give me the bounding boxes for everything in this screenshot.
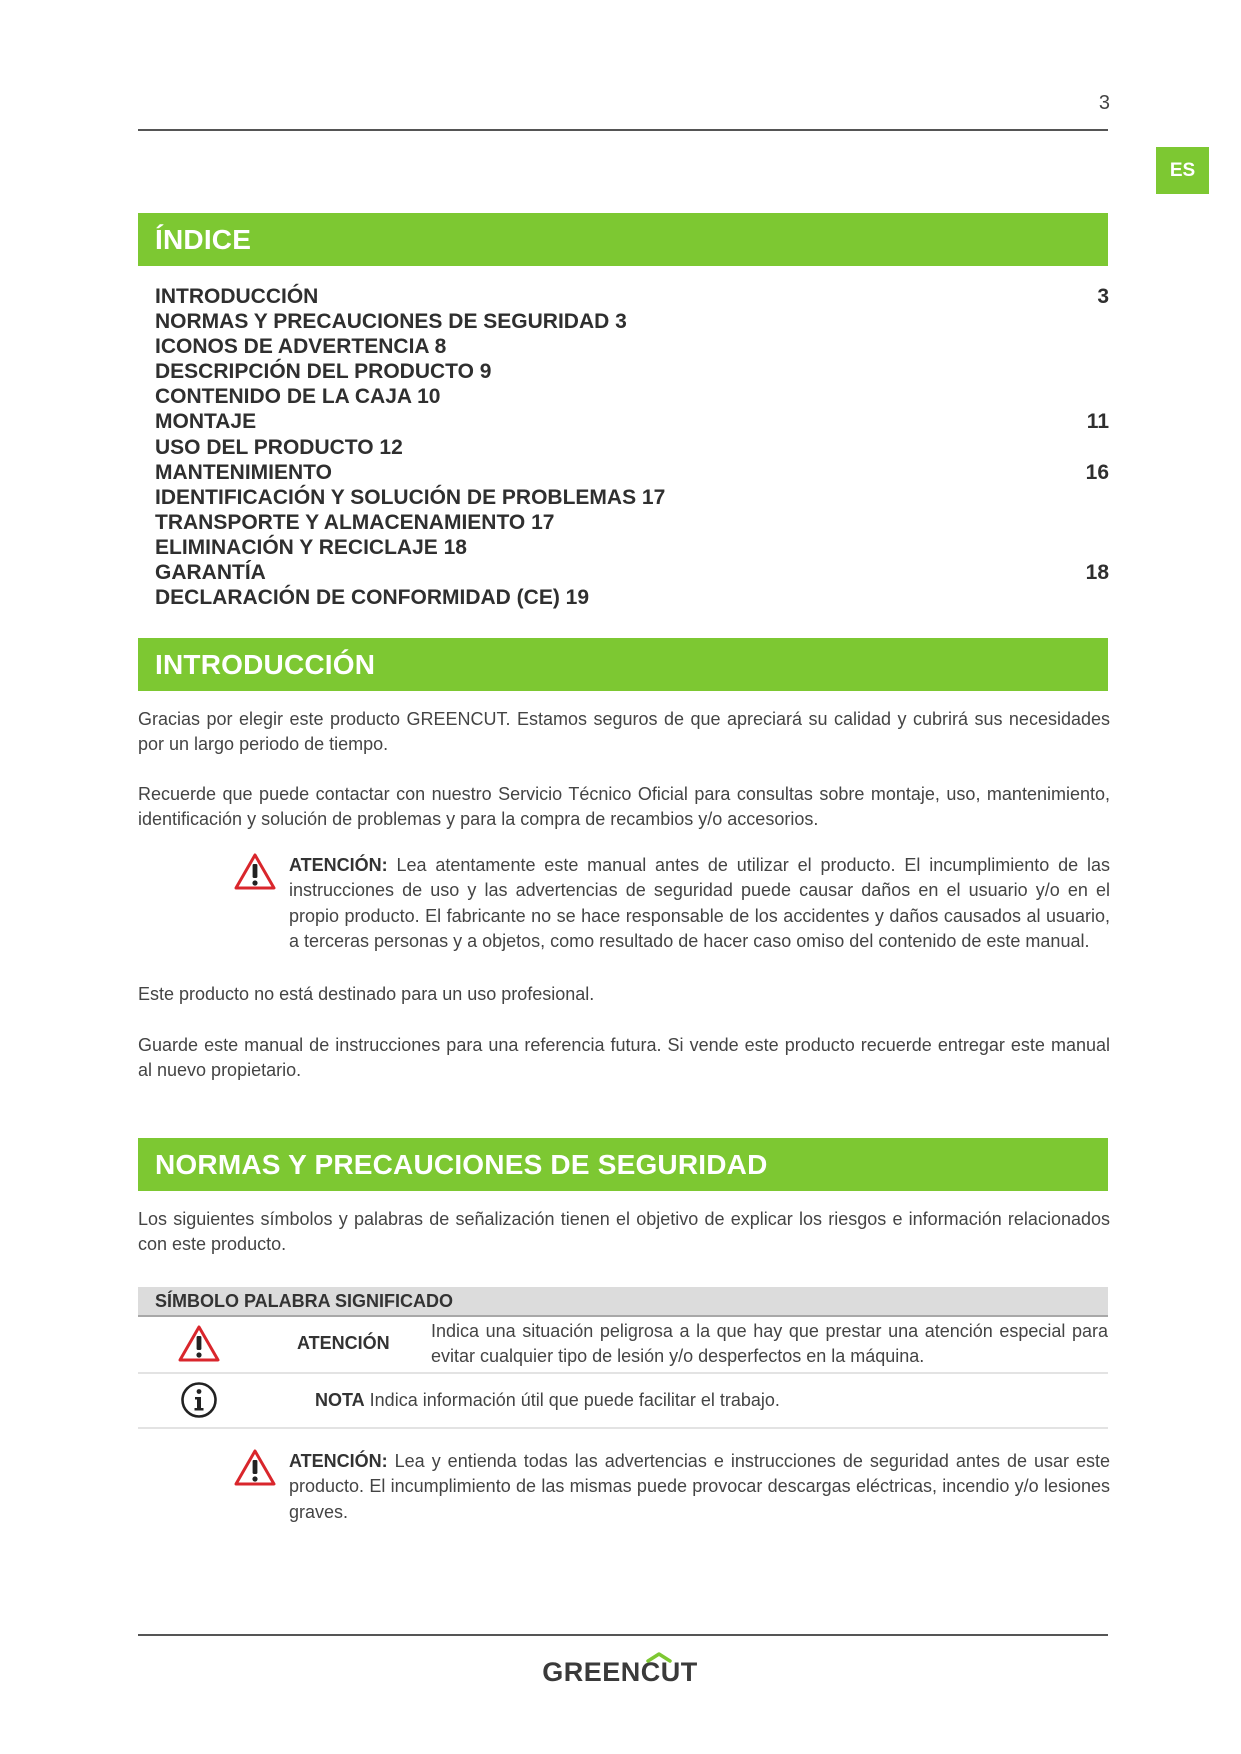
language-tab: ES <box>1156 147 1209 194</box>
toc-entry[interactable] <box>155 560 1109 585</box>
toc-entry-page: 3 <box>1097 285 1109 308</box>
toc-entry-label: IDENTIFICACIÓN Y SOLUCIÓN DE PROBLEMAS 17 <box>155 485 666 509</box>
intro-warning-text <box>289 853 1110 954</box>
toc-entry[interactable] <box>155 334 1109 359</box>
toc-entry[interactable] <box>155 359 1109 384</box>
toc-entry[interactable] <box>155 535 1109 560</box>
table-row <box>138 1317 1108 1374</box>
toc-entry-label: GARANTÍA <box>155 561 266 585</box>
symbol-word: NOTA <box>315 1390 365 1410</box>
indice-section-title: ÍNDICE <box>138 213 1108 266</box>
toc-entry[interactable] <box>155 409 1109 434</box>
toc-entry-label: ELIMINACIÓN Y RECICLAJE 18 <box>155 535 467 559</box>
toc-entry-label: USO DEL PRODUCTO 12 <box>155 435 403 459</box>
toc-entry[interactable] <box>155 435 1109 460</box>
intro-warning-callout <box>234 853 1110 958</box>
toc-entry-page: 18 <box>1085 561 1109 585</box>
symbol-table-header: SÍMBOLO PALABRA SIGNIFICADO <box>138 1287 1108 1317</box>
warning-label: ATENCIÓN: <box>289 1451 388 1471</box>
toc-entry-label: MONTAJE <box>155 410 257 434</box>
toc-entry-label: DECLARACIÓN DE CONFORMIDAD (CE) 19 <box>155 586 590 610</box>
warning-triangle-icon <box>178 1325 220 1363</box>
intro-paragraph-1: Gracias por elegir este producto GREENCUT. Estamos seguros de que apreciará su calidad y cubrirá sus necesidades por un largo periodo de tiempo. <box>138 709 1110 754</box>
brand-logo-text: GREENCUT <box>542 1657 698 1687</box>
symbol-note-row <box>315 1388 1108 1413</box>
intro-paragraph-3: Este producto no está destinado para un uso profesional. <box>138 984 595 1004</box>
top-divider <box>138 129 1108 131</box>
table-row <box>138 1374 1108 1429</box>
symbol-table <box>138 1287 1108 1429</box>
toc-entry[interactable] <box>155 284 1109 309</box>
toc-entry[interactable] <box>155 384 1109 409</box>
toc-entry-page: 16 <box>1085 460 1109 484</box>
introduccion-section-title: INTRODUCCIÓN <box>138 638 1108 691</box>
normas-warning-text <box>289 1449 1110 1525</box>
warning-body: Lea y entienda todas las advertencias e instrucciones de seguridad antes de usar este producto. El incumplimiento de las mismas puede provocar descargas eléctricas, incendio y/o lesiones graves. <box>289 1451 1110 1522</box>
warning-label: ATENCIÓN: <box>289 855 388 875</box>
intro-paragraph-2: Recuerde que puede contactar con nuestro Servicio Técnico Oficial para consultas sobre montaje, uso, mantenimiento, identificación y solución de problemas y para la compra de recambios y/o accesorios. <box>138 784 1110 829</box>
table-of-contents <box>155 284 1109 610</box>
intro-paragraph-4: Guarde este manual de instrucciones para una referencia futura. Si vende este producto recuerde entregar este manual al nuevo propietario. <box>138 1035 1110 1080</box>
toc-entry-label: DESCRIPCIÓN DEL PRODUCTO 9 <box>155 360 492 384</box>
info-circle-icon <box>180 1381 218 1419</box>
bottom-divider <box>138 1634 1108 1636</box>
toc-entry[interactable] <box>155 585 1109 610</box>
symbol-meaning: Indica una situación peligrosa a la que hay que prestar una atención especial para evitar cualquier tipo de lesión y/o desperfectos en la máquina. <box>431 1321 1108 1366</box>
toc-entry-label: NORMAS Y PRECAUCIONES DE SEGURIDAD 3 <box>155 310 627 334</box>
toc-entry-label: INTRODUCCIÓN <box>155 285 319 308</box>
toc-entry[interactable] <box>155 485 1109 510</box>
normas-section-title: NORMAS Y PRECAUCIONES DE SEGURIDAD <box>138 1138 1108 1191</box>
toc-entry[interactable] <box>155 309 1109 334</box>
toc-entry[interactable] <box>155 510 1109 535</box>
warning-triangle-icon <box>234 853 276 891</box>
toc-entry-label: CONTENIDO DE LA CAJA 10 <box>155 385 441 409</box>
toc-entry-label: MANTENIMIENTO <box>155 460 332 484</box>
symbol-word: ATENCIÓN <box>297 1333 390 1353</box>
warning-triangle-icon <box>234 1449 276 1487</box>
normas-intro: Los siguientes símbolos y palabras de señalización tienen el objetivo de explicar los riesgos e información relacionados con este producto. <box>138 1209 1110 1254</box>
greencut-logo <box>520 1652 720 1692</box>
toc-entry-label: TRANSPORTE Y ALMACENAMIENTO 17 <box>155 510 555 534</box>
symbol-meaning: Indica información útil que puede facilitar el trabajo. <box>364 1390 780 1410</box>
toc-entry-label: ICONOS DE ADVERTENCIA 8 <box>155 335 447 359</box>
normas-warning-callout <box>234 1449 1110 1529</box>
toc-entry[interactable] <box>155 460 1109 485</box>
toc-entry-page: 11 <box>1086 410 1109 434</box>
page-number: 3 <box>1098 92 1110 114</box>
warning-body: Lea atentamente este manual antes de utilizar el producto. El incumplimiento de las instrucciones de uso y las advertencias de seguridad puede causar daños en el usuario y/o en el propio producto. El fabricante no se hace responsable de los accidentes y daños causados al usuario, a terceras personas y a objetos, como resultado de hacer caso omiso del contenido de este manual. <box>289 855 1110 951</box>
